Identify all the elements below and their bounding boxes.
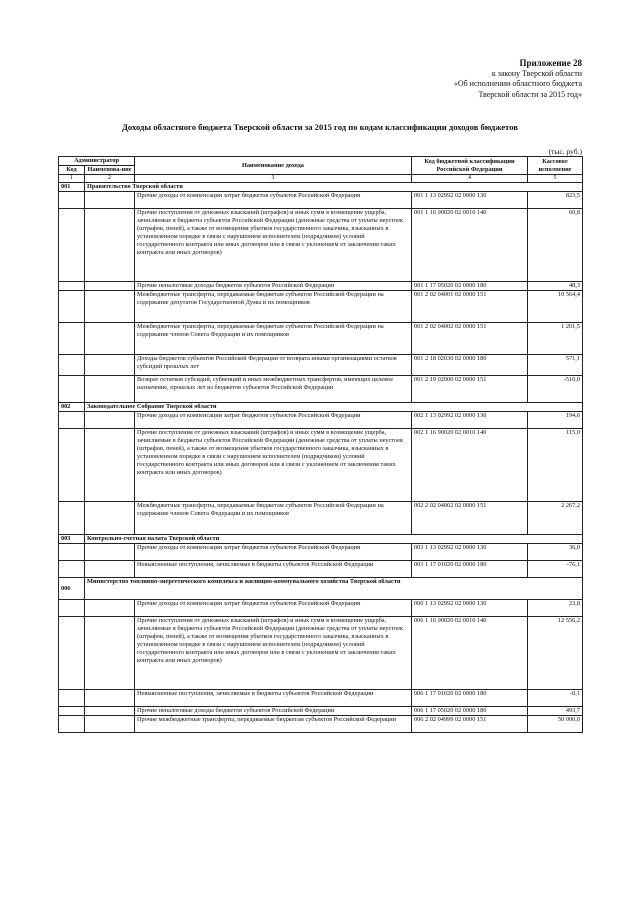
administrator-code: 003 [59, 535, 85, 544]
income-name: Межбюджетные трансферты, передаваемые бюджетам субъектов Российской Федерации на содержание депутатов Государственной Думы и их помощников [135, 291, 412, 323]
budget-code: 006 2 02 04999 02 0000 151 [412, 716, 528, 733]
execution-value: 823,5 [528, 192, 583, 209]
table-row [59, 376, 583, 403]
income-name: Прочие поступления от денежных взысканий (штрафов) и иных сумм в возмещение ущерба, зачисляемые в бюджеты субъектов Российской Федерации (денежные средства от уплаты неустоек (штрафов, пеней), а также от возмещения убытков государственного заказчика, взысканных в установленном порядке в связи с нарушением исполнителем (подрядчиком) условий государственного контракта или иных договоров или в связи с уклонением от заключения таких контракта или иных договоров) [135, 617, 412, 690]
table-row [59, 716, 583, 733]
execution-value: 493,7 [528, 707, 583, 716]
income-name: Невыясненные поступления, зачисляемые в бюджеты субъектов Российской Федерации [135, 561, 412, 578]
header-income-name: Наименование дохода [135, 157, 412, 175]
column-index: 2 [85, 175, 135, 183]
document-title: Доходы областного бюджета Тверской области за 2015 год по кодам классификации доходов бюджетов [122, 122, 518, 132]
execution-value: -0,1 [528, 690, 583, 707]
execution-value: 50 000,0 [528, 716, 583, 733]
budget-code: 006 1 16 90020 02 0010 140 [412, 617, 528, 690]
execution-value: 194,6 [528, 412, 583, 429]
administrator-name: Контрольно-счетная палата Тверской области [85, 535, 583, 544]
table-row [59, 502, 583, 535]
execution-value: -510,0 [528, 376, 583, 403]
execution-value: 115,0 [528, 429, 583, 502]
table-row [59, 192, 583, 209]
column-index: 5 [528, 175, 583, 183]
header-name: Наименова-ние [85, 166, 135, 175]
table-row [59, 429, 583, 502]
execution-value: -76,1 [528, 561, 583, 578]
income-name: Доходы бюджетов субъектов Российской Федерации от возврата иными организациями остатков субсидий прошлых лет [135, 355, 412, 376]
header-execution: Кассовое исполнение [528, 157, 583, 175]
appendix-note [454, 58, 582, 100]
table-row [59, 282, 583, 291]
administrator-code: 006 [59, 578, 85, 600]
appendix-law: к закону Тверской области [491, 68, 582, 78]
appendix-number: Приложение 28 [519, 58, 582, 68]
administrator-row [59, 183, 583, 192]
execution-value: 1 201,5 [528, 323, 583, 355]
budget-code: 002 1 13 02992 02 0000 130 [412, 412, 528, 429]
header-code: Код [59, 166, 85, 175]
table-row [59, 355, 583, 376]
administrator-name: Правительство Тверской области [85, 183, 583, 192]
income-name: Прочие доходы от компенсации затрат бюджетов субъектов Российской Федерации [135, 192, 412, 209]
table-row [59, 617, 583, 690]
income-name: Межбюджетные трансферты, передаваемые бюджетам субъектов Российской Федерации на содержание членов Совета Федерации и их помощников [135, 502, 412, 535]
table-row [59, 412, 583, 429]
income-name: Прочие доходы от компенсации затрат бюджетов субъектов Российской Федерации [135, 544, 412, 561]
budget-code: 006 1 17 05020 02 0000 180 [412, 707, 528, 716]
income-name: Невыясненные поступления, зачисляемые в бюджеты субъектов Российской Федерации [135, 690, 412, 707]
execution-value: 12 556,2 [528, 617, 583, 690]
execution-value: 2 267,2 [528, 502, 583, 535]
table-row [59, 707, 583, 716]
header-budget-code: Код бюджетной классификации Российской Федерации [412, 157, 528, 175]
administrator-name: Законодательное Собрание Тверской области [85, 403, 583, 412]
budget-code: 001 1 17 05020 02 0000 180 [412, 282, 528, 291]
execution-value: 23,8 [528, 600, 583, 617]
execution-value: 60,8 [528, 209, 583, 282]
budget-code: 001 1 16 90020 02 0010 140 [412, 209, 528, 282]
table-row [59, 209, 583, 282]
income-name: Прочие поступления от денежных взысканий (штрафов) и иных сумм в возмещение ущерба, зачисляемые в бюджеты субъектов Российской Федерации (денежные средства от уплаты неустоек (штрафов, пеней), а также от возмещения убытков государственного заказчика, взысканных в установленном порядке в связи с нарушением исполнителем (подрядчиком) условий государственного контракта или иных договоров или в связи с уклонением от заключения таких контракта или иных договоров) [135, 209, 412, 282]
budget-code: 003 1 13 02992 02 0000 130 [412, 544, 528, 561]
execution-value: 10 564,4 [528, 291, 583, 323]
table-row [59, 544, 583, 561]
administrator-row [59, 578, 583, 600]
execution-value: 48,3 [528, 282, 583, 291]
budget-code: 001 2 19 02000 02 0000 151 [412, 376, 528, 403]
budget-code: 002 1 16 90020 02 0010 140 [412, 429, 528, 502]
table-body [59, 183, 583, 733]
administrator-code: 002 [59, 403, 85, 412]
budget-code: 001 2 02 04002 02 0000 151 [412, 323, 528, 355]
administrator-name: Министерство топливно-энергетического комплекса и жилищно-коммунального хозяйства Тверской области [85, 578, 583, 600]
income-name: Возврат остатков субсидий, субвенций и иных межбюджетных трансфертов, имеющих целевое назначение, прошлых лет из бюджетов субъектов Российской Федерации [135, 376, 412, 403]
table-row [59, 690, 583, 707]
execution-value: 36,0 [528, 544, 583, 561]
column-index: 1 [59, 175, 85, 183]
column-index-row [59, 175, 583, 183]
income-name: Прочие неналоговые доходы бюджетов субъектов Российской Федерации [135, 282, 412, 291]
units-label: (тыс. руб.) [548, 147, 582, 156]
appendix-law-year: Тверской области за 2015 год» [478, 89, 582, 99]
administrator-code: 001 [59, 183, 85, 192]
budget-code: 002 2 02 04002 02 0000 151 [412, 502, 528, 535]
table-header [59, 157, 583, 183]
table-row [59, 291, 583, 323]
budget-code: 006 1 17 01020 02 0000 180 [412, 690, 528, 707]
table-row [59, 600, 583, 617]
execution-value: 571,1 [528, 355, 583, 376]
budget-code: 006 1 13 02992 02 0000 130 [412, 600, 528, 617]
column-index: 4 [412, 175, 528, 183]
income-name: Прочие поступления от денежных взысканий (штрафов) и иных сумм в возмещение ущерба, зачисляемые в бюджеты субъектов Российской Федерации (денежные средства от уплаты неустоек (штрафов, пеней), а также от возмещения убытков государственного заказчика, взысканных в установленном порядке в связи с нарушением исполнителем (подрядчиком) условий государственного контракта или иных договоров или в связи с уклонением от заключения таких контракта или иных договоров) [135, 429, 412, 502]
income-name: Прочие доходы от компенсации затрат бюджетов субъектов Российской Федерации [135, 412, 412, 429]
income-name: Прочие неналоговые доходы бюджетов субъектов Российской Федерации [135, 707, 412, 716]
administrator-row [59, 403, 583, 412]
table-row [59, 323, 583, 355]
income-name: Межбюджетные трансферты, передаваемые бюджетам субъектов Российской Федерации на содержание членов Совета Федерации и их помощников [135, 323, 412, 355]
header-administrator: Администратор [59, 157, 135, 166]
budget-code: 003 1 17 01020 02 0000 180 [412, 561, 528, 578]
budget-code: 001 2 02 04001 02 0000 151 [412, 291, 528, 323]
appendix-law-title: «Об исполнении областного бюджета [453, 79, 582, 88]
budget-code: 001 1 13 02992 02 0000 130 [412, 192, 528, 209]
administrator-row [59, 535, 583, 544]
income-name: Прочие межбюджетные трансферты, передаваемые бюджетам субъектов Российской Федерации [135, 716, 412, 733]
budget-code: 001 2 18 02030 02 0000 180 [412, 355, 528, 376]
table-row [59, 561, 583, 578]
column-index: 3 [135, 175, 412, 183]
revenue-table [58, 156, 583, 733]
income-name: Прочие доходы от компенсации затрат бюджетов субъектов Российской Федерации [135, 600, 412, 617]
